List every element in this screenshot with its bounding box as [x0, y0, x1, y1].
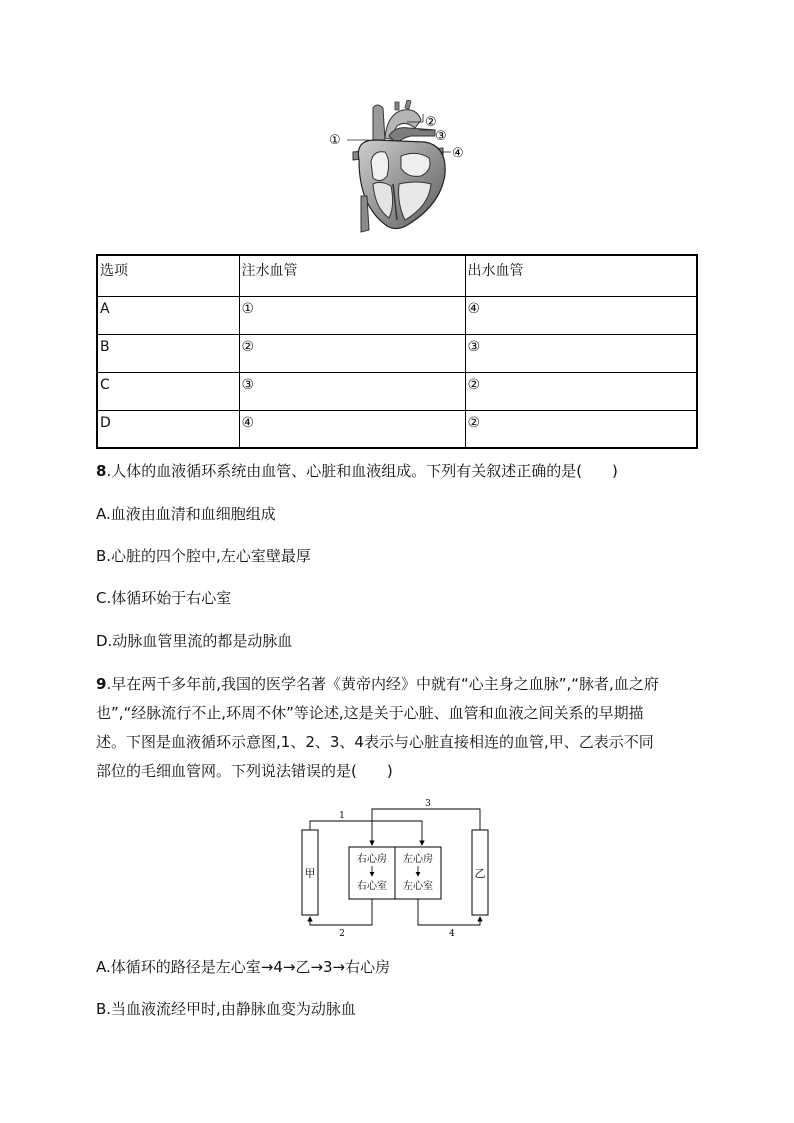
question-number: 9 — [96, 675, 107, 693]
table-header-row — [97, 255, 697, 296]
question-text: .早在两千多年前,我国的医学名著《黄帝内经》中就有“心主身之血脉”,“脉者,血之府 — [106, 675, 659, 693]
question-9-stem-line-4: 部位的毛细血管网。下列说法错误的是( ) — [96, 762, 393, 780]
table-cell: ③ — [465, 334, 697, 372]
chamber-right-ventricle: 右心室 — [357, 881, 387, 892]
question-8-stem — [96, 460, 618, 481]
question-9-stem-line-2: 也”,“经脉流行不止,环周不休”等论述,这是关于心脏、血管和血液之间关系的早期描 — [96, 704, 644, 722]
table-cell: ④ — [239, 410, 465, 448]
options-table — [96, 254, 698, 449]
capillary-label-jia: 甲 — [304, 867, 316, 880]
capillary-label-yi: 乙 — [474, 867, 486, 880]
q9-option-b: B.当血液流经甲时,由静脉血变为动脉血 — [96, 1000, 356, 1018]
q8-option-c: C.体循环始于右心室 — [96, 589, 232, 607]
table-cell: ② — [465, 372, 697, 410]
vessel-number-4: 4 — [449, 929, 455, 939]
vessel-number-2: 2 — [339, 929, 345, 939]
chamber-left-atrium: 左心房 — [403, 854, 433, 865]
table-row — [97, 410, 697, 448]
vessel-number-1: 1 — [339, 811, 345, 821]
table-cell: A — [97, 296, 239, 334]
heart-label-1: ① — [329, 133, 341, 148]
question-text: .人体的血液循环系统由血管、心脏和血液组成。下列有关叙述正确的是( ) — [106, 462, 618, 480]
heart-label-4: ④ — [452, 146, 464, 161]
q8-option-b: B.心脏的四个腔中,左心室壁最厚 — [96, 547, 311, 565]
table-row — [97, 296, 697, 334]
table-cell: ① — [239, 296, 465, 334]
table-cell: ② — [239, 334, 465, 372]
heart-label-3: ③ — [435, 129, 447, 144]
q8-option-a: A.血液由血清和血细胞组成 — [96, 505, 276, 523]
heart-figure — [325, 100, 475, 238]
table-cell: B — [97, 334, 239, 372]
table-cell: ② — [465, 410, 697, 448]
heart-label-2: ② — [425, 115, 437, 130]
circulation-diagram — [296, 797, 496, 942]
q9-option-a: A.体循环的路径是左心室→4→乙→3→右心房 — [96, 958, 391, 976]
table-header-cell: 选项 — [97, 255, 239, 296]
question-number: 8 — [96, 462, 107, 480]
table-header-cell: 注水血管 — [239, 255, 465, 296]
table-row — [97, 372, 697, 410]
table-header-cell: 出水血管 — [465, 255, 697, 296]
table-cell: ④ — [465, 296, 697, 334]
chamber-right-atrium: 右心房 — [357, 854, 387, 865]
circulation-svg — [296, 797, 496, 942]
question-9-stem-line-1 — [96, 673, 659, 694]
table-cell: ③ — [239, 372, 465, 410]
question-9-stem-line-3: 述。下图是血液循环示意图,1、2、3、4表示与心脏直接相连的血管,甲、乙表示不同 — [96, 733, 654, 751]
table-row — [97, 334, 697, 372]
chamber-left-ventricle: 左心室 — [403, 881, 433, 892]
table-cell: D — [97, 410, 239, 448]
table-cell: C — [97, 372, 239, 410]
heart-illustration — [325, 100, 475, 238]
q8-option-d: D.动脉血管里流的都是动脉血 — [96, 632, 293, 650]
vessel-number-3: 3 — [425, 799, 431, 809]
